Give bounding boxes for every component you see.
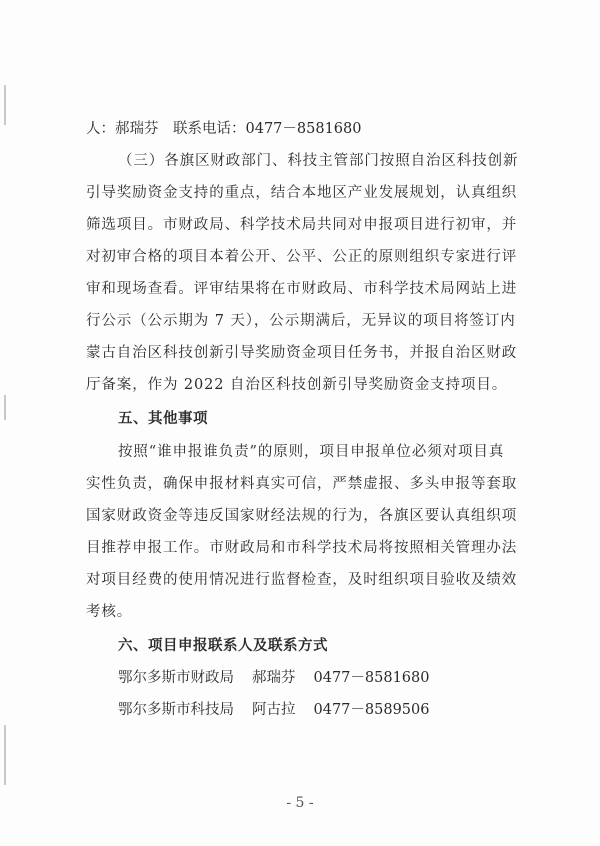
paragraph-line: 国家财政资金等违反国家财经法规的行为，各旗区要认真组织项 bbox=[86, 508, 518, 524]
paragraph-line: 厅备案，作为 2022 自治区科技创新引导奖励资金支持项目。 bbox=[86, 377, 508, 393]
page-number: - 5 - bbox=[286, 795, 314, 811]
contact-phone: 0477－8581680 bbox=[313, 670, 430, 686]
scan-edge-mark bbox=[4, 85, 6, 125]
paragraph-line: 行公示（公示期为 7 天），公示期满后，无异议的项目将签订内 bbox=[86, 313, 516, 329]
paragraph-line: 目推荐申报工作。市财政局和市科学技术局将按照相关管理办法 bbox=[86, 540, 518, 556]
paragraph-line: 筛选项目。市财政局、科学技术局共同对申报项目进行初审，并 bbox=[86, 217, 518, 233]
paragraph-line: 对项目经费的使用情况进行监督检查，及时组织项目验收及绩效 bbox=[86, 572, 518, 588]
section-heading: 六、项目申报联系人及联系方式 bbox=[118, 638, 328, 654]
contact-person: 郝瑞芬 bbox=[252, 670, 296, 686]
section-heading: 五、其他事项 bbox=[118, 411, 208, 427]
scan-edge-mark bbox=[4, 395, 6, 420]
contact-continuation-line: 人：郝瑞芬 联系电话：0477－8581680 bbox=[86, 121, 362, 137]
paragraph-line: 考核。 bbox=[86, 604, 133, 620]
contact-person: 阿古拉 bbox=[252, 702, 296, 718]
contact-org: 鄂尔多斯市财政局 bbox=[118, 670, 234, 686]
contact-org: 鄂尔多斯市科技局 bbox=[118, 702, 234, 718]
paragraph-line: 按照“谁申报谁负责”的原则，项目申报单位必须对项目真 bbox=[118, 444, 505, 460]
paragraph-line: 对初审合格的项目本着公开、公平、公正的原则组织专家进行评 bbox=[86, 249, 518, 265]
contact-row bbox=[118, 668, 429, 688]
paragraph-line: 引导奖励资金支持的重点，结合本地区产业发展规划，认真组织 bbox=[86, 185, 518, 201]
scan-edge-mark bbox=[4, 725, 6, 785]
paragraph-line: 蒙古自治区科技创新引导奖励资金项目任务书，并报自治区财政 bbox=[86, 345, 518, 361]
contact-row bbox=[118, 700, 429, 720]
contact-phone: 0477－8589506 bbox=[313, 702, 430, 718]
paragraph-line: （三）各旗区财政部门、科技主管部门按照自治区科技创新 bbox=[118, 153, 519, 169]
paragraph-line: 实性负责，确保申报材料真实可信，严禁虚报、多头申报等套取 bbox=[86, 476, 518, 492]
paragraph-line: 审和现场查看。评审结果将在市财政局、市科学技术局网站上进 bbox=[86, 281, 518, 297]
